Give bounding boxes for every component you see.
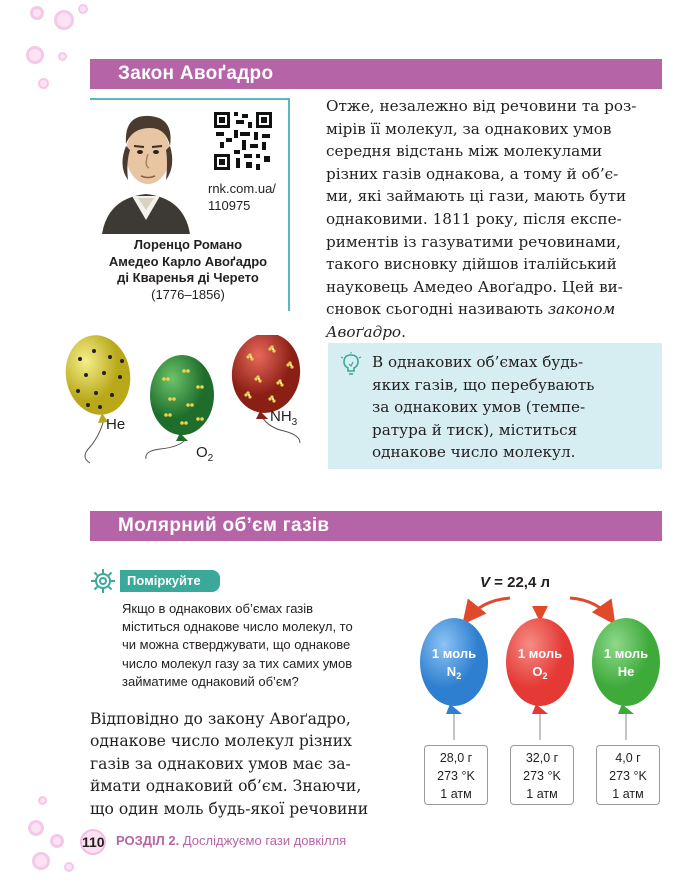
text-line: Відповідно до закону Авоґадро, bbox=[90, 710, 351, 728]
info-temp: 273 °K bbox=[437, 769, 475, 783]
law-name-italic: Авоґадро bbox=[326, 322, 402, 341]
label-he: He bbox=[106, 416, 126, 433]
section-title-avogadro-law: Закон Авоґадро bbox=[90, 59, 662, 89]
qr-url-line1: rnk.com.ua/ bbox=[208, 181, 276, 196]
law-name-italic: законом bbox=[547, 300, 616, 319]
lightbulb-icon bbox=[340, 352, 362, 376]
text-line: чи можна стверджувати, що однакове bbox=[122, 637, 351, 653]
text-line: однакове число молекул різних bbox=[90, 732, 352, 751]
info-pressure: 1 атм bbox=[612, 787, 644, 801]
text-span: . bbox=[401, 322, 406, 341]
text-line: середня відстань між молекулами bbox=[326, 142, 603, 161]
text-span: сновок сьогодні називають bbox=[326, 300, 548, 319]
text-line: ймати однаковий об’єм. Знаючи, bbox=[90, 777, 362, 796]
portrait-name-line: Амедео Карло Авоґадро bbox=[108, 253, 268, 269]
text-line: різних газів однакова, а тому й об’є- bbox=[326, 164, 619, 183]
decor-circle bbox=[32, 852, 50, 870]
decor-circle bbox=[38, 796, 47, 805]
page-number: 110 bbox=[80, 829, 106, 855]
think-question bbox=[122, 600, 392, 691]
info-mass: 4,0 г bbox=[615, 751, 641, 765]
main-paragraph bbox=[326, 95, 662, 344]
text-line: Отже, незалежно від речовини та роз- bbox=[326, 97, 637, 115]
decor-circle bbox=[26, 46, 44, 64]
text-line: В однакових об’ємах будь- bbox=[372, 353, 584, 371]
decor-circle bbox=[38, 78, 49, 89]
portrait-years: (1776–1856) bbox=[151, 286, 225, 302]
text-line: за однакових умов (темпе- bbox=[372, 398, 586, 417]
portrait-name-line: ді Кваренья ді Черето bbox=[117, 270, 259, 285]
portrait-frame-top bbox=[90, 98, 288, 100]
portrait-frame-right bbox=[288, 98, 290, 311]
balloon-n2-sub: 2 bbox=[456, 671, 462, 681]
balloon-o2-amount: 1 моль bbox=[517, 646, 563, 661]
qr-url-line2: 110975 bbox=[208, 198, 251, 213]
footer-chapter-title: Досліджуємо гази довкілля bbox=[179, 833, 347, 848]
molar-balloons-illustration bbox=[412, 590, 670, 740]
text-line: займатиме однаковий об’єм? bbox=[122, 673, 299, 689]
law-definition-text bbox=[372, 351, 632, 464]
label-o2 bbox=[196, 444, 214, 464]
decor-circle bbox=[58, 52, 67, 61]
balloon-he bbox=[592, 618, 660, 740]
balloon-n2 bbox=[420, 618, 488, 740]
balloon-n2-amount: 1 моль bbox=[431, 646, 477, 661]
text-line: риментів із газуватими речовинами, bbox=[326, 232, 622, 251]
info-mass: 32,0 г bbox=[525, 751, 559, 765]
decor-circle bbox=[50, 834, 64, 848]
section-title-molar-volume: Молярний об’єм газів bbox=[90, 511, 662, 541]
portrait-name-line: Лоренцо Романо bbox=[133, 237, 243, 252]
portrait-caption bbox=[90, 237, 286, 303]
think-label: Поміркуйте bbox=[120, 570, 220, 592]
balloon-o2-sub: 2 bbox=[542, 671, 548, 681]
gear-icon bbox=[90, 568, 116, 594]
decor-circle bbox=[78, 4, 88, 14]
balloon-o2 bbox=[506, 618, 574, 740]
molar-volume-formula bbox=[480, 574, 550, 591]
bottom-paragraph bbox=[90, 708, 390, 820]
label-nh3-main: NH bbox=[270, 408, 292, 425]
info-box-o2 bbox=[510, 745, 574, 805]
qr-code-icon bbox=[212, 110, 274, 172]
footer-chapter-label: РОЗДІЛ 2. bbox=[116, 833, 180, 848]
balloon-he-main: He bbox=[617, 664, 635, 679]
text-line: число молекул газу за тих самих умов bbox=[122, 655, 353, 671]
gas-balloons-illustration bbox=[60, 335, 322, 465]
decor-circle bbox=[64, 862, 74, 872]
label-o2-sub: 2 bbox=[207, 453, 214, 464]
text-line: такого висновку дійшов італійський bbox=[326, 255, 617, 274]
decor-circle bbox=[28, 820, 44, 836]
text-line: науковець Амедео Авоґадро. Цей ви- bbox=[326, 277, 623, 296]
info-box-n2 bbox=[424, 745, 488, 805]
decor-circle bbox=[30, 6, 44, 20]
info-mass: 28,0 г bbox=[439, 751, 473, 765]
info-box-he bbox=[596, 745, 660, 805]
text-line: міститься однакове число молекул, то bbox=[122, 619, 353, 635]
text-line: що один моль будь-якої речовини bbox=[90, 799, 369, 818]
balloon-he-amount: 1 моль bbox=[603, 646, 649, 661]
label-nh3 bbox=[270, 408, 298, 428]
text-line: ратура й тиск), міститься bbox=[372, 420, 578, 439]
text-line: яких газів, що перебувають bbox=[372, 375, 595, 394]
balloon-he-formula bbox=[618, 664, 635, 679]
text-line bbox=[326, 321, 662, 344]
text-line: однакове число молекул. bbox=[372, 443, 576, 462]
formula-v: V bbox=[480, 574, 491, 591]
qr-link-text[interactable] bbox=[208, 180, 276, 214]
text-line: однаковими. 1811 року, після експе- bbox=[326, 209, 622, 228]
text-line bbox=[326, 298, 662, 321]
balloon-n2-main: N bbox=[446, 664, 457, 679]
balloon-o2-main: O bbox=[532, 664, 543, 679]
footer-chapter bbox=[116, 833, 346, 848]
info-temp: 273 °K bbox=[609, 769, 647, 783]
text-line: ми, які займають ці гази, мають бути bbox=[326, 187, 627, 206]
text-line: Якщо в однакових об’ємах газів bbox=[122, 601, 314, 616]
info-pressure: 1 атм bbox=[526, 787, 558, 801]
avogadro-portrait bbox=[96, 106, 196, 234]
label-o2-main: O bbox=[196, 444, 208, 461]
label-nh3-sub: 3 bbox=[291, 417, 298, 428]
text-line: газів за однакових умов має за- bbox=[90, 754, 351, 773]
decor-circle bbox=[54, 10, 74, 30]
formula-value: = 22,4 л bbox=[490, 574, 551, 591]
text-line: мірів її молекул, за однакових умов bbox=[326, 119, 612, 138]
info-temp: 273 °K bbox=[523, 769, 561, 783]
info-pressure: 1 атм bbox=[440, 787, 472, 801]
